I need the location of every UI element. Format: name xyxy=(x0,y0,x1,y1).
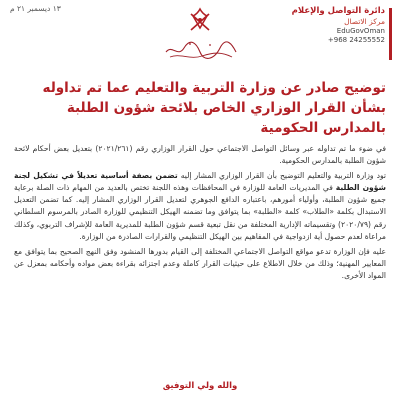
closing-line: والله ولي التوفيق xyxy=(162,381,238,391)
center-name: مركز الاتصال xyxy=(344,17,385,26)
statement-body xyxy=(14,143,386,285)
phone-number: +968 24255552 xyxy=(327,36,385,44)
accent-bar xyxy=(389,8,392,60)
social-handle: EduGovOman xyxy=(336,27,385,35)
letterhead xyxy=(0,0,400,78)
department-name: دائرة التواصل والإعلام xyxy=(291,6,385,16)
paragraph-2: تود وزارة التربية والتعليم التوضيح بأن القرار الوزاري المشار إليه تضمن بصفة أساسية تعديلاً في تشكيل لجنة شؤون الطلبة في المديريات العامة للوزارة في المحافظات وهذه اللجنة تختص بالعديد من المهام ذات الصلة برعاية جميع شؤون الطلبة، وأولياء أمورهم، باعتباره الدافع الجوهري لتعديل القرار الوزاري المشار إليه. كما تضمن التعديل الاستبدال بكلمة «الطلاب» كلمة «الطلبة» بما يتوافق وما تضمنه الهيكل التنظيمي للوزارة الصادر بالمرسوم السلطاني رقم (٢٠٢٠/٧٩) وتقسيماته الإدارية المختلفة من نقل تبعية قسم شؤون الطلبة للمديرية العامة للإشراف التربوي، وكذلك مراعاة لعدم حصول أية ازدواجية في المفاهيم بين الهيكل التنظيمي والقرارات الصادرة من الوزارة. xyxy=(14,171,386,241)
date: ١٣ ديسمبر ٢١ م xyxy=(10,4,61,13)
oman-emblem-icon xyxy=(185,6,215,36)
paragraph-3: عليه فإن الوزارة تدعو مواقع التواصل الاجتماعي المختلفة إلى القيام بدورها المنشود وفق النهج الصحيح بما يتوافق مع المعايير المهنية؛ وذلك من خلال الاطلاع على حيثيات القرار كاملة وعدم اجتزائه بقراءة بعض مواده وأحكامه بمعزل عن المواد الأخرى. xyxy=(14,246,386,280)
ministry-calligraphy-logo xyxy=(160,38,240,62)
page-title: توضيح صادر عن وزارة التربية والتعليم عما تم تداوله بشأن القرار الوزاري الخاص بلائحة شؤون الطلبة بالمدارس الحكومية xyxy=(42,80,386,136)
emphasis-text: تضمن بصفة أساسية تعديلاً في تشكيل لجنة شؤون الطلبة xyxy=(14,171,386,193)
department-block xyxy=(272,6,392,60)
paragraph-1: في ضوء ما تم تداوله عبر وسائل التواصل الاجتماعي حول القرار الوزاري رقم (٢٠٢١/٢٦١) بتعديل بعض أحكام لائحة شؤون الطلبة بالمدارس الحكومية. xyxy=(14,144,386,166)
